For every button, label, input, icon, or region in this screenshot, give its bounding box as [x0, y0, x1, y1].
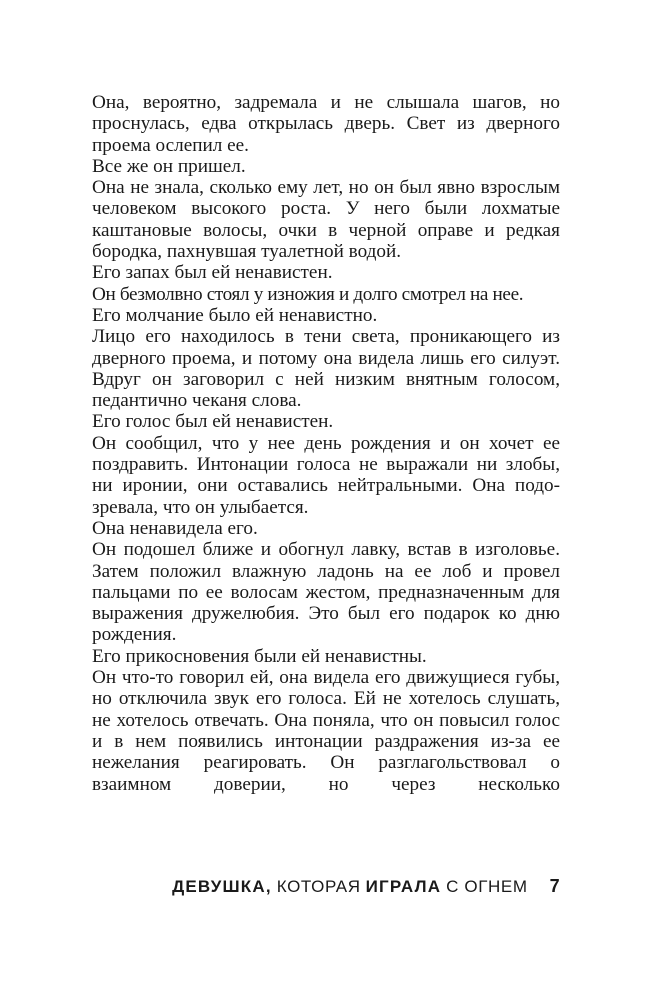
paragraph-9: Он сообщил, что у нее день рождения и он хочет ее поздравить. Интонации голоса не выражали ни злобы, ни иронии, они оставались нейтральными. Она подозревала, что он улыбается. — [92, 432, 560, 518]
page-number: 7 — [549, 876, 560, 896]
paragraph-10: Она ненавидела его. — [92, 517, 258, 539]
paragraph-11: Он подошел ближе и обогнул лавку, встав в изголовье. Затем положил влажную ладонь на ее лоб и провел пальцами по ее волосам жестом, предназначенным для выражения дружелюбия. Это был его подарок ко дню рождения. — [92, 539, 560, 646]
paragraph-4: Его запах был ей ненавистен. — [92, 262, 333, 284]
paragraph-7: Лицо его находилось в тени света, проникающего из дверного проема, и потому она видела лишь его силуэт. Вдруг он заговорил с ней низким внятным голосом, педантично чеканя слова. — [92, 326, 560, 412]
paragraph-1: Она, вероятно, задремала и не слышала шагов, но проснулась, едва открылась дверь. Свет из дверного проема ослепил ее. — [92, 92, 560, 156]
paragraph-6: Его молчание было ей ненавистно. — [92, 304, 378, 326]
page-body — [92, 92, 560, 795]
footer-title-part1: ДЕВУШКА, — [172, 877, 272, 896]
paragraph-12: Его прикосновения были ей ненавистны. — [92, 645, 427, 667]
paragraph-2: Все же он пришел. — [92, 155, 246, 177]
footer-title-part4: С ОГНЕМ — [446, 877, 528, 896]
footer-title-part2: КОТОРАЯ — [276, 877, 361, 896]
running-footer — [92, 876, 560, 897]
paragraph-8: Его голос был ей ненавистен. — [92, 411, 334, 433]
paragraph-5: Он безмолвно стоял у изножия и долго смотрел на нее. — [92, 283, 524, 305]
footer-title-part3: ИГРАЛА — [365, 877, 442, 896]
paragraph-3: Она не знала, сколько ему лет, но он был явно взрослым человеком высокого роста. У него были лохматые каштановые волосы, очки в черной оправе и редкая бородка, пахнувшая туалетной водой. — [92, 177, 560, 263]
paragraph-13: Он что-то говорил ей, она видела его движущиеся губы, но отключила звук его голоса. Ей не хотелось слушать, не хотелось отвечать. Она поняла, что он повысил голос и в нем появились интонации раздражения из-за ее нежелания реагировать. Он разглагольствовал о взаимном доверии, но через несколько — [92, 667, 560, 795]
